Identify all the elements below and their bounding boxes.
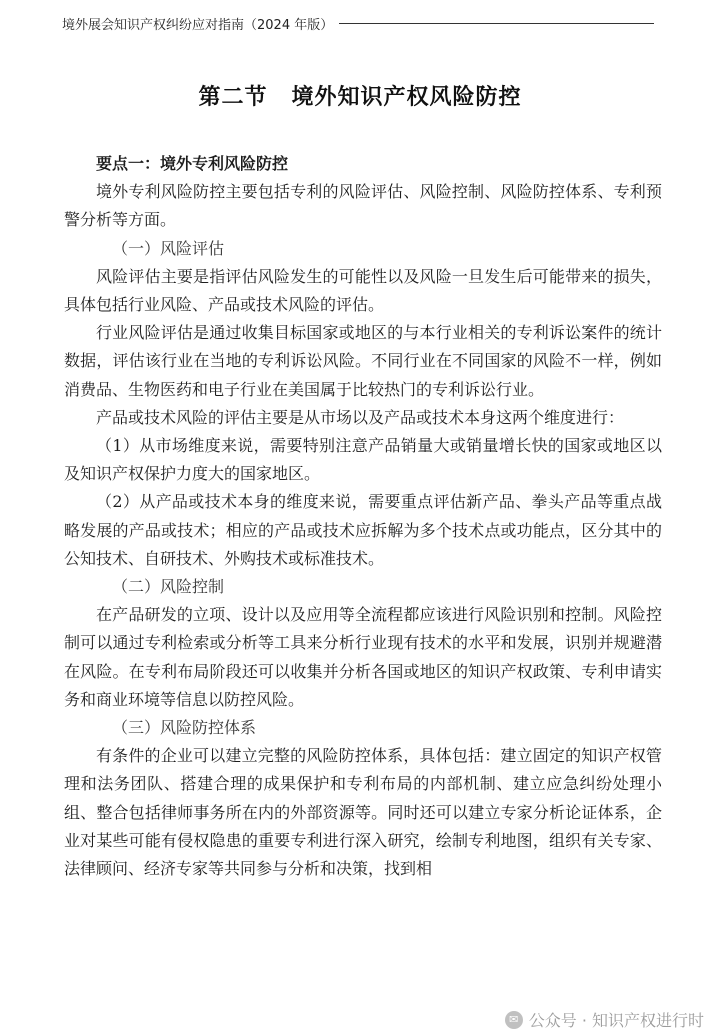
section-title — [0, 80, 720, 111]
paragraph: 有条件的企业可以建立完整的风险防控体系，具体包括：建立固定的知识产权管理和法务团队、搭建合理的成果保护和专利布局的内部机制、建立应急纠纷处理小组、整合包括律师事务所在内的外部资源等。同时还可以建立专家分析论证体系，企业对某些可能有侵权隐患的重要专利进行深入研究，绘制专利地图，组织有关专家、法律顾问、经济专家等共同参与分析和决策，找到相 — [64, 746, 662, 879]
watermark — [505, 1008, 704, 1031]
watermark-text: 公众号 · 知识产权进行时 — [528, 1011, 704, 1030]
paragraph: 境外专利风险防控主要包括专利的风险评估、风险控制、风险防控体系、专利预警分析等方面。 — [64, 182, 662, 230]
paragraph: （2）从产品或技术本身的维度来说，需要重点评估新产品、拳头产品等重点战略发展的产品或技术；相应的产品或技术应拆解为多个技术点或功能点，区分其中的公知技术、自研技术、外购技术或标准技术。 — [64, 492, 662, 568]
running-title: 境外展会知识产权纠纷应对指南（2024 年版） — [62, 18, 334, 33]
keypoint-heading: 要点一：境外专利风险防控 — [96, 154, 289, 173]
subheading: （一）风险评估 — [112, 238, 225, 258]
document-body — [64, 150, 662, 883]
paragraph: （1）从市场维度来说，需要特别注意产品销量大或销量增长快的国家或地区以及知识产权保护力度大的国家地区。 — [64, 436, 662, 484]
paragraph: 行业风险评估是通过收集目标国家或地区的与本行业相关的专利诉讼案件的统计数据，评估该行业在当地的专利诉讼风险。不同行业在不同国家的风险不一样，例如消费品、生物医药和电子行业在美国属于比较热门的专利诉讼行业。 — [64, 323, 662, 399]
subheading: （三）风险防控体系 — [112, 718, 257, 738]
paragraph: 产品或技术风险的评估主要是从市场以及产品或技术本身这两个维度进行： — [96, 407, 625, 427]
paragraph: 在产品研发的立项、设计以及应用等全流程都应该进行风险识别和控制。风险控制可以通过专利检索或分析等工具来分析行业现有技术的水平和发展，识别并规避潜在风险。在专利布局阶段还可以收集并分析各国或地区的知识产权政策、专利申请实务和商业环境等信息以防控风险。 — [64, 605, 662, 709]
header-rule — [339, 23, 654, 24]
paragraph: 风险评估主要是指评估风险发生的可能性以及风险一旦发生后可能带来的损失，具体包括行业风险、产品或技术风险的评估。 — [64, 266, 662, 315]
running-header — [62, 14, 654, 33]
section-name: 境外知识产权风险防控 — [291, 85, 522, 110]
subheading: （二）风险控制 — [112, 577, 225, 597]
wechat-icon: ✉ — [505, 1011, 523, 1029]
section-number: 第二节 — [198, 85, 268, 110]
